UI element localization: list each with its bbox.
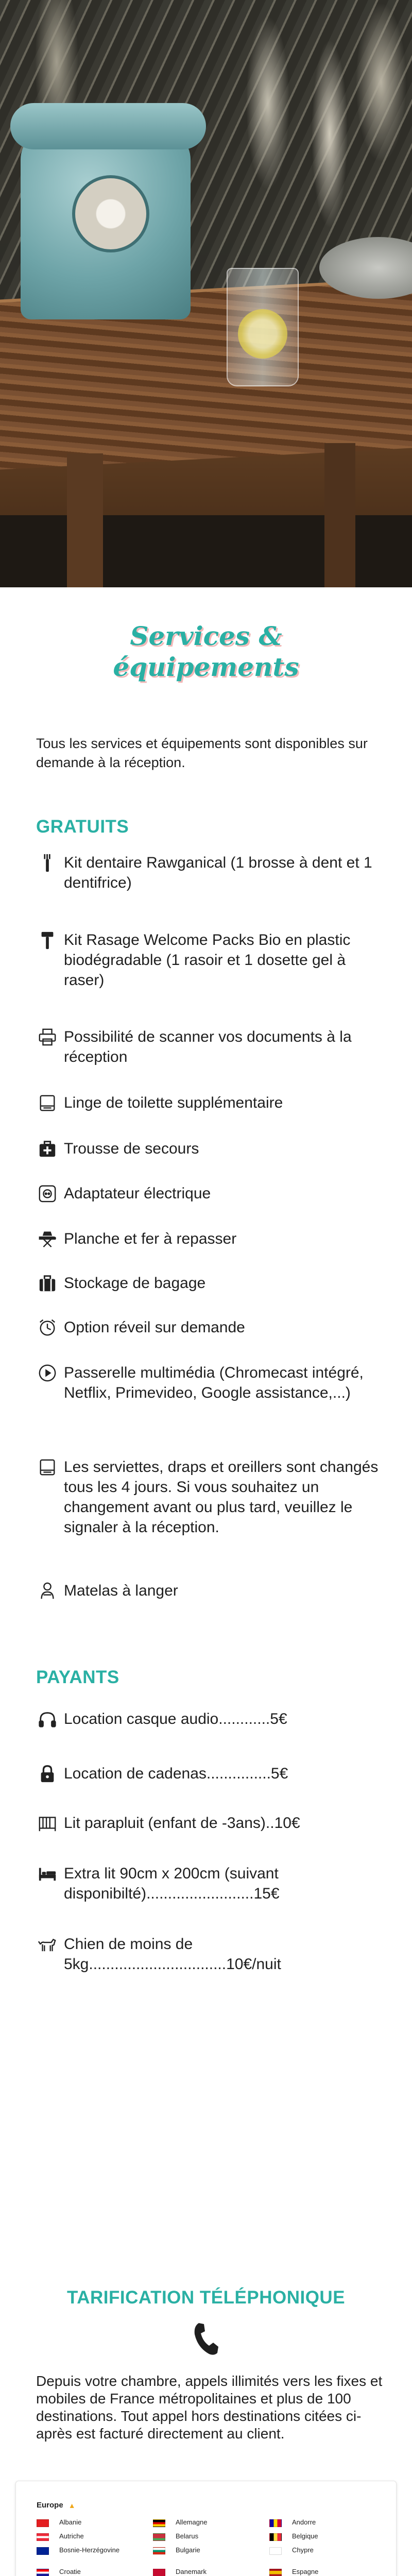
section-heading-payants: PAYANTS xyxy=(36,1667,119,1687)
dog-icon xyxy=(36,1934,59,1955)
service-text: Possibilité de scanner vos documents à la réception xyxy=(64,1028,352,1065)
country-cell xyxy=(37,2518,150,2532)
flag-icon xyxy=(37,2519,49,2527)
flag-icon xyxy=(269,2547,282,2555)
title-line-2: équipements xyxy=(113,652,299,682)
paid-text: Location de cadenas...............5€ xyxy=(64,1765,288,1782)
hero-photo xyxy=(0,0,412,587)
bed-icon xyxy=(36,1863,59,1884)
paid-text: Lit parapluit (enfant de -3ans)..10€ xyxy=(64,1815,300,1832)
country-cell xyxy=(269,2568,383,2576)
service-text: Adaptateur électrique xyxy=(64,1185,211,1202)
service-item xyxy=(36,930,386,990)
printer-icon xyxy=(36,1027,59,1047)
service-text: Les serviettes, draps et oreillers sont changés tous les 4 jours. Si vous souhaitez un changement avant ou plus tard, veuillez le signaler à la réception. xyxy=(64,1459,379,1536)
country-cell xyxy=(269,2518,383,2532)
country-cell xyxy=(153,2532,266,2546)
crib-icon xyxy=(36,1813,59,1834)
intro-text: Tous les services et équipements sont disponibles sur demande à la réception. xyxy=(36,736,368,770)
country-name: Bulgarie xyxy=(176,2546,200,2554)
baby-icon xyxy=(36,1581,59,1601)
country-cell xyxy=(153,2546,266,2560)
service-text: Trousse de secours xyxy=(64,1140,199,1157)
service-item xyxy=(36,1139,386,1159)
region-label: Europe xyxy=(37,2501,63,2510)
country-cell xyxy=(153,2568,266,2576)
country-name: Albanie xyxy=(59,2518,82,2526)
alarm-clock-icon xyxy=(36,1317,59,1338)
country-name: Belarus xyxy=(176,2532,199,2540)
service-text: Stockage de bagage xyxy=(64,1275,206,1292)
flag-icon xyxy=(153,2533,165,2541)
region-europe[interactable] xyxy=(37,2501,76,2510)
paid-text: Location casque audio............5€ xyxy=(64,1710,287,1727)
service-text: Kit Rasage Welcome Packs Bio en plastic biodégradable (1 rasoir et 1 dosette gel à raser) xyxy=(64,931,351,989)
service-item xyxy=(36,1363,386,1403)
service-item xyxy=(36,1229,386,1249)
country-name: Andorre xyxy=(292,2518,316,2526)
phone-handset xyxy=(10,103,206,149)
country-cell xyxy=(269,2532,383,2546)
phone-dial xyxy=(72,175,149,252)
service-item xyxy=(36,1183,386,1204)
plug-adapter-icon xyxy=(36,1183,59,1204)
table-leg xyxy=(67,453,103,587)
service-item xyxy=(36,1457,386,1537)
country-cell xyxy=(37,2532,150,2546)
country-name: Espagne xyxy=(292,2568,319,2575)
headphones-icon xyxy=(36,1709,59,1730)
page-title xyxy=(0,621,412,683)
service-text: Passerelle multimédia (Chromecast intégré, Netflix, Primevideo, Google assistance,...) xyxy=(64,1364,364,1401)
luggage-icon xyxy=(36,1273,59,1294)
flag-icon xyxy=(269,2533,282,2541)
play-icon xyxy=(36,1363,59,1383)
chevron-up-icon: ▲ xyxy=(68,2501,76,2510)
flag-icon xyxy=(37,2569,49,2576)
paid-item xyxy=(36,1764,386,1784)
paid-item xyxy=(36,1934,386,1974)
first-aid-icon xyxy=(36,1139,59,1159)
linen-icon xyxy=(36,1457,59,1478)
country-name: Belgique xyxy=(292,2532,318,2540)
country-cell xyxy=(37,2568,150,2576)
flag-icon xyxy=(37,2533,49,2541)
paid-item xyxy=(36,1863,386,1904)
country-cell xyxy=(37,2546,150,2568)
service-item xyxy=(36,1093,386,1113)
section-heading-gratuits: GRATUITS xyxy=(36,817,129,837)
phone-icon xyxy=(192,2321,220,2357)
destinations-card xyxy=(15,2481,397,2576)
flag-icon xyxy=(153,2547,165,2555)
service-item xyxy=(36,1027,386,1067)
service-item xyxy=(36,1273,386,1294)
title-line-1: Services & xyxy=(130,621,282,651)
paid-item xyxy=(36,1813,386,1834)
paid-item xyxy=(36,1709,386,1730)
flag-icon xyxy=(153,2519,165,2527)
flag-icon xyxy=(153,2569,165,2576)
tarification-text: Depuis votre chambre, appels illimités vers les fixes et mobiles de France métropolitaines et plus de 100 destinations. Tout appel hors destinations citées ci-après est facturé directement au client. xyxy=(36,2373,383,2442)
country-name: Allemagne xyxy=(176,2518,208,2526)
table-leg xyxy=(324,443,355,587)
towel-icon xyxy=(36,1093,59,1113)
service-text: Matelas à langer xyxy=(64,1582,178,1599)
country-name: Autriche xyxy=(59,2532,84,2540)
service-item xyxy=(36,1581,386,1601)
flag-icon xyxy=(269,2569,282,2576)
country-name: Danemark xyxy=(176,2568,207,2575)
service-item xyxy=(36,853,386,893)
service-text: Linge de toilette supplémentaire xyxy=(64,1094,283,1111)
service-text: Planche et fer à repasser xyxy=(64,1230,237,1247)
country-cell xyxy=(153,2518,266,2532)
service-text: Kit dentaire Rawganical (1 brosse à dent et 1 dentifrice) xyxy=(64,854,372,891)
padlock-icon xyxy=(36,1764,59,1784)
country-grid-europe xyxy=(37,2518,387,2576)
toothbrush-icon xyxy=(36,853,59,873)
lemon-slice xyxy=(238,309,287,359)
country-name: Croatie xyxy=(59,2568,81,2575)
razor-icon xyxy=(36,930,59,951)
paid-text: Chien de moins de 5kg................................10€/nuit xyxy=(64,1936,281,1973)
section-heading-tarification: TARIFICATION TÉLÉPHONIQUE xyxy=(66,2287,346,2308)
service-item xyxy=(36,1317,386,1338)
country-name: Bosnie-Herzégovine xyxy=(59,2546,120,2554)
country-cell xyxy=(269,2546,383,2560)
flag-icon xyxy=(37,2547,49,2555)
ironing-board-icon xyxy=(36,1229,59,1249)
service-text: Option réveil sur demande xyxy=(64,1319,245,1336)
country-name: Chypre xyxy=(292,2546,314,2554)
paid-text: Extra lit 90cm x 200cm (suivant disponibilté).........................15€ xyxy=(64,1865,280,1902)
flag-icon xyxy=(269,2519,282,2527)
